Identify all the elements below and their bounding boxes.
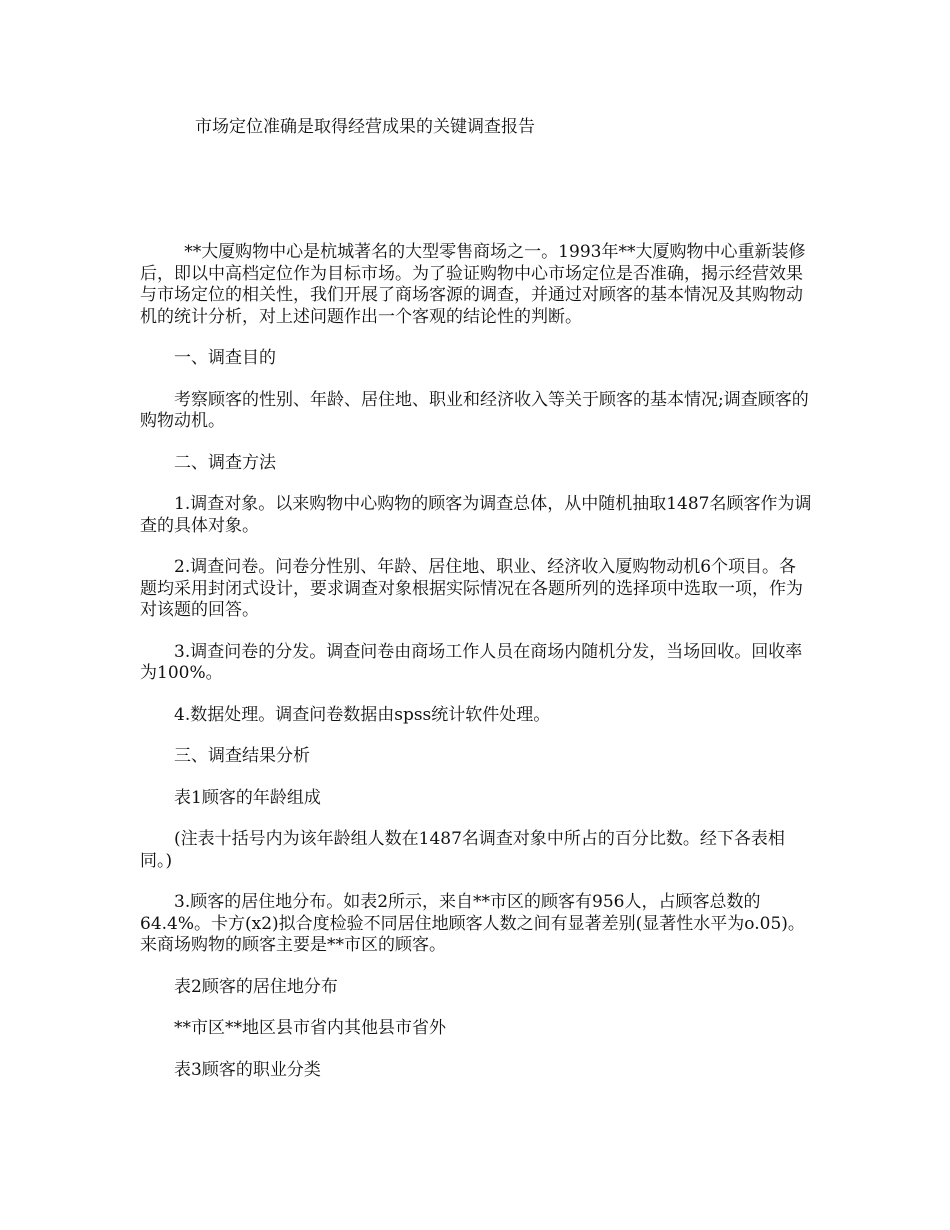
section-heading-method: 二、调查方法	[174, 452, 276, 473]
table-caption-age: 表1顾客的年龄组成	[174, 787, 321, 808]
residence-categories: **市区**地区县市省内其他县市省外	[174, 1018, 446, 1038]
section-heading-purpose: 一、调查目的	[174, 348, 276, 368]
residence-paragraph: 3.顾客的居住地分布。如表2所示，来自**市区的顾客有956人，占顾客总数的64.4%。卡方(x2)拟合度检验不同居住地顾客人数之间有显著差别(显著性水平为o.05)。来商场购物的顾客主要是**市区的顾客。	[140, 892, 805, 955]
table-note: (注表十括号内为该年龄组人数在1487名调查对象中所占的百分比数。经下各表相同。)	[140, 829, 785, 871]
method-item-processing: 4.数据处理。调查问卷数据由spss统计软件处理。	[174, 704, 551, 725]
table-caption-residence: 表2顾客的居住地分布	[174, 976, 338, 997]
purpose-paragraph: 考察顾客的性别、年龄、居住地、职业和经济收入等关于顾客的基本情况;调查顾客的购物动机。	[140, 389, 809, 431]
document-title: 市场定位准确是取得经营成果的关键调查报告	[195, 117, 535, 137]
method-item-questionnaire: 2.调查问卷。问卷分性别、年龄、居住地、职业、经济收入厦购物动机6个项目。各题均采用封闭式设计，要求调查对象根据实际情况在各题所列的选择项中选取一项，作为对该题的回答。	[140, 557, 803, 620]
document-body	[140, 242, 812, 1101]
section-heading-results: 三、调查结果分析	[174, 746, 310, 766]
method-item-distribution: 3.调查问卷的分发。调查问卷由商场工作人员在商场内随机分发，当场回收。回收率为100%。	[140, 641, 803, 683]
table-caption-occupation: 表3顾客的职业分类	[174, 1059, 321, 1080]
intro-paragraph: **大厦购物中心是杭城著名的大型零售商场之一。1993年**大厦购物中心重新装修后，即以中高档定位作为目标市场。为了验证购物中心市场定位是否准确，揭示经营效果与市场定位的相关性，我们开展了商场客源的调查，并通过对顾客的基本情况及其购物动机的统计分析，对上述问题作出一个客观的结论性的判断。	[140, 242, 806, 327]
method-item-subjects: 1.调查对象。以来购物中心购物的顾客为调查总体，从中随机抽取1487名顾客作为调查的具体对象。	[140, 494, 812, 536]
